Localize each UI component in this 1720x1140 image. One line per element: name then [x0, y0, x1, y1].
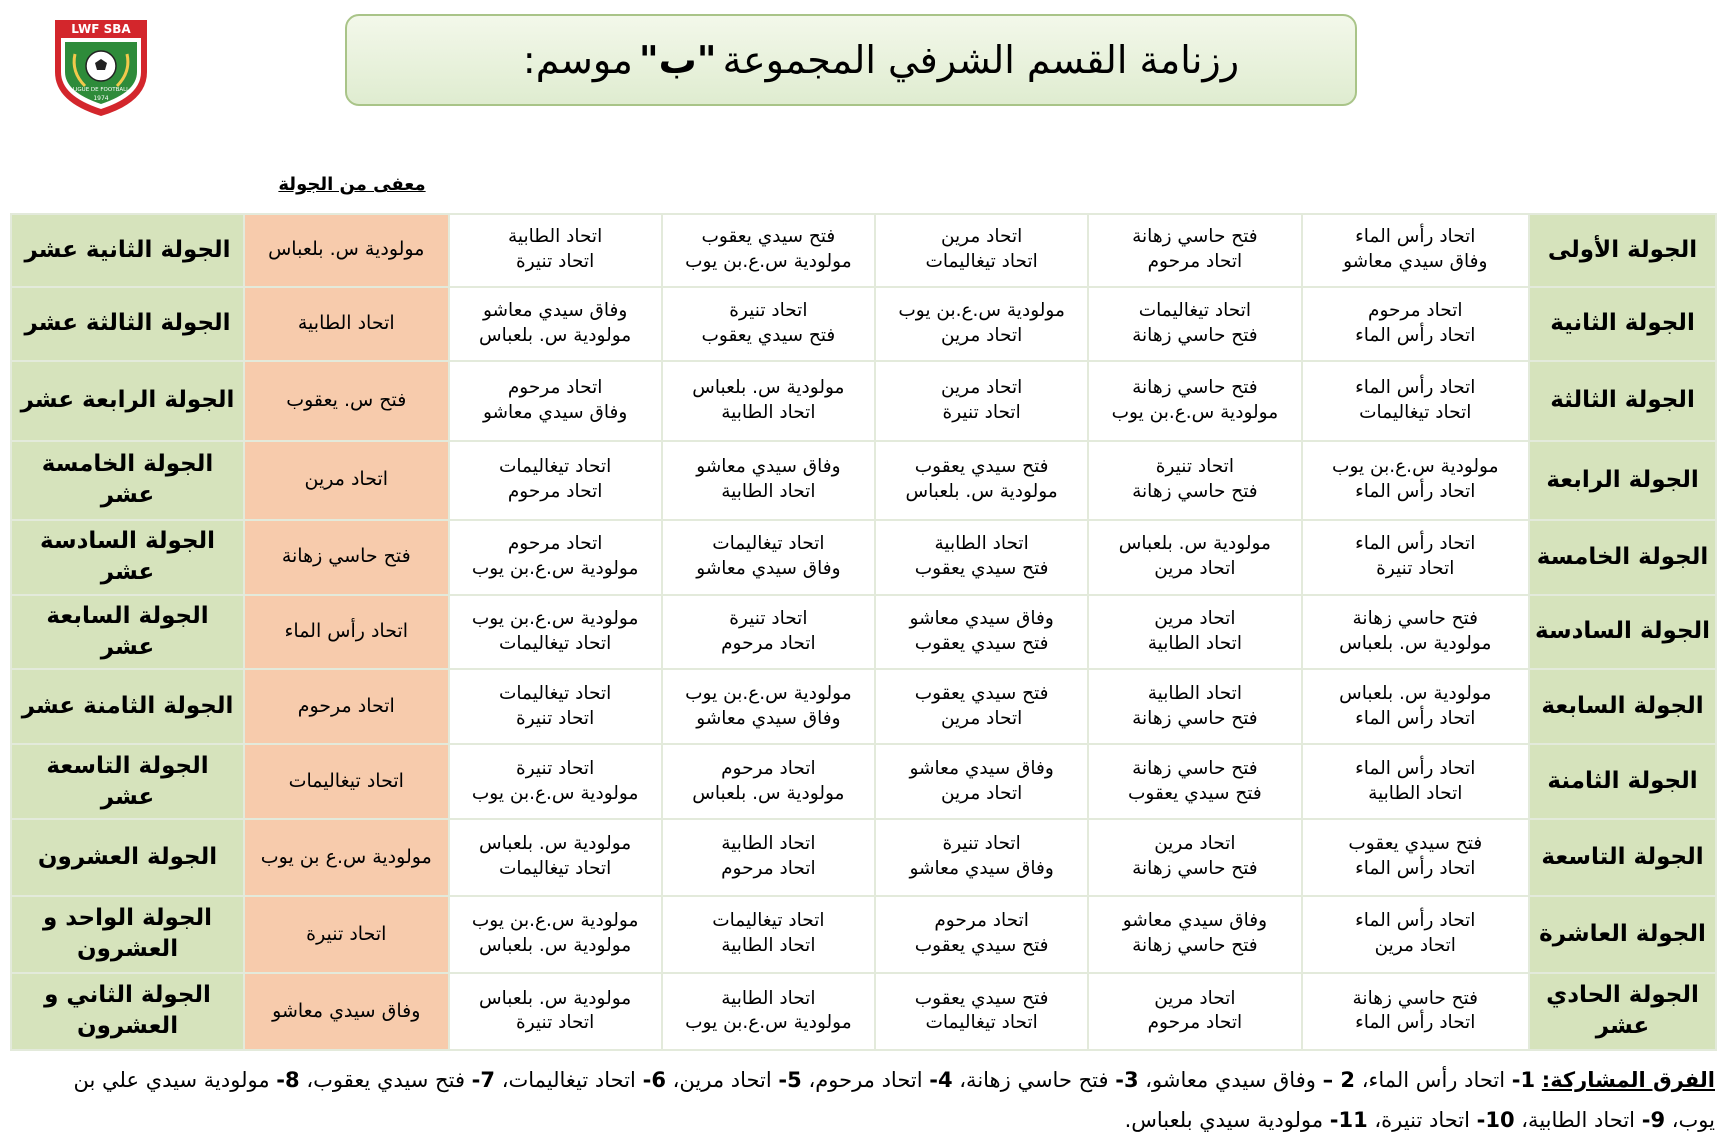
match-cell: [1302, 361, 1530, 440]
round-row: [11, 896, 1716, 973]
home-team: مولودية س.ع.بن يوب: [1332, 456, 1499, 478]
away-team: فتح سيدي يعقوب: [701, 324, 836, 346]
match-cell: [1302, 819, 1530, 896]
home-team: فتح سيدي يعقوب: [914, 987, 1049, 1009]
away-team: مولودية س. بلعباس: [479, 935, 632, 957]
home-team: اتحاد مرحوم: [507, 377, 603, 399]
title-season: موسم:: [522, 38, 633, 82]
home-team: اتحاد تيغاليمات: [712, 910, 825, 932]
away-team: وفاق سيدي معاشو: [1343, 251, 1488, 273]
home-team: اتحاد تيغاليمات: [712, 533, 825, 555]
home-team: اتحاد رأس الماء: [1355, 533, 1476, 555]
home-team: اتحاد رأس الماء: [1355, 910, 1476, 932]
away-team: فتح سيدي يعقوب: [914, 632, 1049, 654]
match-cell: [1088, 744, 1301, 819]
home-team: اتحاد رأس الماء: [1355, 226, 1476, 248]
team-number: 6-: [642, 1068, 666, 1092]
round-row: [11, 819, 1716, 896]
away-team: فتح حاسي زهانة: [1132, 324, 1258, 346]
away-team: اتحاد الطابية: [721, 401, 816, 423]
first-leg-round-label: الجولة الثالثة: [1529, 361, 1716, 440]
match-cell: [449, 744, 662, 819]
away-team: فتح حاسي زهانة: [1132, 858, 1258, 880]
match-cell: [662, 520, 875, 595]
away-team: اتحاد تيغاليمات: [1359, 401, 1472, 423]
match-cell: [662, 214, 875, 287]
match-cell: [449, 361, 662, 440]
match-cell: [1302, 973, 1530, 1050]
home-team: اتحاد مرحوم: [721, 757, 816, 779]
first-leg-round-label: الجولة السابعة: [1529, 669, 1716, 744]
second-leg-round-label: الجولة الخامسة عشر: [11, 441, 244, 520]
away-team: اتحاد مرحوم: [721, 858, 816, 880]
away-team: اتحاد تنيرة: [516, 1012, 595, 1034]
away-team: فتح حاسي زهانة: [1132, 481, 1258, 503]
away-team: فتح سيدي يعقوب: [914, 935, 1049, 957]
away-team: فتح سيدي يعقوب: [1127, 782, 1262, 804]
team-name: وفاق سيدي معاشو،: [1145, 1068, 1316, 1092]
home-team: فتح سيدي يعقوب: [701, 226, 836, 248]
home-team: اتحاد الطابية: [508, 226, 603, 248]
home-team: فتح حاسي زهانة: [1132, 377, 1258, 399]
match-cell: [662, 973, 875, 1050]
team-name: فتح سيدي يعقوب،: [306, 1068, 465, 1092]
home-team: اتحاد مرين: [940, 377, 1023, 399]
away-team: اتحاد رأس الماء: [1355, 1012, 1476, 1034]
home-team: اتحاد تيغاليمات: [499, 682, 612, 704]
home-team: اتحاد تنيرة: [516, 757, 595, 779]
match-cell: [449, 214, 662, 287]
match-cell: [449, 595, 662, 670]
away-team: اتحاد مرين: [940, 324, 1023, 346]
team-name: اتحاد رأس الماء،: [1361, 1068, 1506, 1092]
bye-team: اتحاد تنيرة: [244, 896, 448, 973]
home-team: مولودية س. بلعباس: [1339, 682, 1492, 704]
home-team: اتحاد الطابية: [721, 987, 816, 1009]
team-name: مولودية سيدي بلعباس.: [1124, 1108, 1324, 1132]
home-team: اتحاد تنيرة: [729, 300, 808, 322]
home-team: اتحاد رأس الماء: [1355, 377, 1476, 399]
away-team: اتحاد رأس الماء: [1355, 707, 1476, 729]
match-cell: [1088, 973, 1301, 1050]
second-leg-round-label: الجولة التاسعة عشر: [11, 744, 244, 819]
bye-team: اتحاد مرين: [244, 441, 448, 520]
home-team: اتحاد تنيرة: [1155, 456, 1234, 478]
away-team: اتحاد تيغاليمات: [499, 632, 612, 654]
match-cell: [1302, 896, 1530, 973]
match-cell: [875, 361, 1088, 440]
away-team: اتحاد مرحوم: [1147, 251, 1243, 273]
logo-bottom-text: LIGUE DE FOOTBALL: [72, 87, 130, 93]
match-cell: [449, 441, 662, 520]
team-number: 11-: [1329, 1108, 1368, 1132]
round-row: [11, 520, 1716, 595]
match-cell: [1302, 520, 1530, 595]
match-cell: [1302, 669, 1530, 744]
home-team: فتح حاسي زهانة: [1132, 757, 1258, 779]
bye-column-header: معفى من الجولة: [278, 174, 426, 195]
team-name: اتحاد تيغاليمات،: [501, 1068, 636, 1092]
schedule-table: [10, 213, 1717, 1051]
away-team: اتحاد مرين: [940, 782, 1023, 804]
participating-teams: [70, 1060, 1715, 1140]
first-leg-round-label: الجولة الرابعة: [1529, 441, 1716, 520]
home-team: فتح سيدي يعقوب: [914, 682, 1049, 704]
match-cell: [449, 896, 662, 973]
away-team: اتحاد تيغاليمات: [925, 1012, 1038, 1034]
away-team: مولودية س. بلعباس: [1339, 632, 1492, 654]
away-team: اتحاد الطابية: [1368, 782, 1463, 804]
match-cell: [875, 287, 1088, 362]
away-team: اتحاد مرين: [940, 707, 1023, 729]
home-team: اتحاد رأس الماء: [1355, 757, 1476, 779]
team-number: 9-: [1641, 1108, 1666, 1132]
first-leg-round-label: الجولة الخامسة: [1529, 520, 1716, 595]
home-team: وفاق سيدي معاشو: [909, 757, 1054, 779]
first-leg-round-label: الجولة الثامنة: [1529, 744, 1716, 819]
match-cell: [449, 819, 662, 896]
match-cell: [875, 595, 1088, 670]
match-cell: [662, 896, 875, 973]
home-team: وفاق سيدي معاشو: [696, 456, 841, 478]
home-team: اتحاد تيغاليمات: [1138, 300, 1251, 322]
second-leg-round-label: الجولة العشرون: [11, 819, 244, 896]
match-cell: [1088, 441, 1301, 520]
match-cell: [1088, 520, 1301, 595]
bye-team: اتحاد مرحوم: [244, 669, 448, 744]
second-leg-round-label: الجولة السادسة عشر: [11, 520, 244, 595]
round-row: [11, 361, 1716, 440]
match-cell: [662, 669, 875, 744]
team-name: مولودية سيدي علي بن يوب،: [73, 1068, 1715, 1132]
home-team: مولودية س. بلعباس: [479, 833, 632, 855]
match-cell: [1302, 287, 1530, 362]
home-team: اتحاد مرحوم: [1367, 300, 1463, 322]
first-leg-round-label: الجولة الأولى: [1529, 214, 1716, 287]
match-cell: [875, 669, 1088, 744]
away-team: مولودية س.ع.بن يوب: [471, 782, 639, 804]
match-cell: [875, 214, 1088, 287]
match-cell: [875, 744, 1088, 819]
title-banner: [345, 14, 1357, 106]
match-cell: [1302, 595, 1530, 670]
second-leg-round-label: الجولة السابعة عشر: [11, 595, 244, 670]
first-leg-round-label: الجولة التاسعة: [1529, 819, 1716, 896]
home-team: مولودية س.ع.بن يوب: [471, 607, 639, 629]
match-cell: [1088, 214, 1301, 287]
away-team: مولودية س.ع.بن يوب: [1111, 401, 1279, 423]
away-team: اتحاد تنيرة: [516, 707, 595, 729]
away-team: فتح حاسي زهانة: [1132, 707, 1258, 729]
home-team: اتحاد تيغاليمات: [499, 456, 612, 478]
team-name: اتحاد مرين،: [672, 1068, 772, 1092]
match-cell: [875, 441, 1088, 520]
home-team: اتحاد الطابية: [934, 533, 1029, 555]
team-number: 1-: [1511, 1068, 1536, 1092]
home-team: اتحاد مرحوم: [507, 533, 603, 555]
home-team: اتحاد الطابية: [721, 833, 816, 855]
away-team: اتحاد الطابية: [721, 935, 816, 957]
match-cell: [449, 520, 662, 595]
second-leg-round-label: الجولة الرابعة عشر: [11, 361, 244, 440]
home-team: اتحاد مرين: [940, 226, 1023, 248]
home-team: فتح سيدي يعقوب: [914, 456, 1049, 478]
away-team: وفاق سيدي معاشو: [482, 401, 628, 423]
away-team: اتحاد مرين: [1374, 935, 1456, 957]
away-team: اتحاد مرحوم: [1147, 1012, 1243, 1034]
match-cell: [1302, 441, 1530, 520]
match-cell: [1302, 214, 1530, 287]
home-team: مولودية س.ع.بن يوب: [685, 682, 852, 704]
teams-label: الفرق المشاركة:: [1541, 1068, 1715, 1092]
home-team: مولودية س. بلعباس: [692, 377, 845, 399]
team-number: 4-: [929, 1068, 953, 1092]
bye-team: مولودية س. بلعباس: [244, 214, 448, 287]
home-team: مولودية س. بلعباس: [1118, 533, 1271, 555]
away-team: اتحاد تيغاليمات: [925, 251, 1038, 273]
match-cell: [875, 819, 1088, 896]
round-row: [11, 287, 1716, 362]
away-team: اتحاد رأس الماء: [1355, 858, 1476, 880]
away-team: مولودية س.ع.بن يوب: [471, 558, 639, 580]
bye-team: وفاق سيدي معاشو: [244, 973, 448, 1050]
first-leg-round-label: الجولة العاشرة: [1529, 896, 1716, 973]
away-team: فتح سيدي يعقوب: [914, 558, 1049, 580]
bye-team: فتح حاسي زهانة: [244, 520, 448, 595]
away-team: مولودية س.ع.بن يوب: [685, 251, 852, 273]
match-cell: [1088, 595, 1301, 670]
round-row: [11, 214, 1716, 287]
home-team: اتحاد مرين: [1154, 607, 1236, 629]
away-team: فتح حاسي زهانة: [1132, 935, 1258, 957]
bye-team: فتح س. يعقوب: [244, 361, 448, 440]
team-number: 8-: [276, 1068, 300, 1092]
home-team: اتحاد مرين: [1154, 833, 1236, 855]
away-team: اتحاد تنيرة: [516, 251, 595, 273]
second-leg-round-label: الجولة الثامنة عشر: [11, 669, 244, 744]
away-team: اتحاد تنيرة: [1376, 558, 1455, 580]
match-cell: [1088, 819, 1301, 896]
logo-year: 1974: [93, 95, 109, 102]
away-team: مولودية س. بلعباس: [905, 481, 1058, 503]
round-row: [11, 595, 1716, 670]
away-team: اتحاد الطابية: [721, 481, 816, 503]
match-cell: [662, 744, 875, 819]
match-cell: [662, 819, 875, 896]
home-team: فتح حاسي زهانة: [1132, 226, 1258, 248]
team-name: اتحاد تنيرة،: [1374, 1108, 1470, 1132]
team-number: 7-: [471, 1068, 496, 1092]
round-row: [11, 744, 1716, 819]
first-leg-round-label: الجولة الثانية: [1529, 287, 1716, 362]
title-text: رزنامة القسم الشرفي المجموعة: [722, 38, 1240, 82]
league-logo: [47, 14, 155, 118]
away-team: وفاق سيدي معاشو: [696, 558, 841, 580]
team-name: فتح حاسي زهانة،: [959, 1068, 1109, 1092]
round-row: [11, 669, 1716, 744]
bye-team: اتحاد رأس الماء: [244, 595, 448, 670]
match-cell: [875, 520, 1088, 595]
away-team: اتحاد مرحوم: [721, 632, 816, 654]
away-team: اتحاد رأس الماء: [1355, 481, 1476, 503]
match-cell: [1088, 361, 1301, 440]
second-leg-round-label: الجولة الثالثة عشر: [11, 287, 244, 362]
away-team: مولودية س. بلعباس: [692, 782, 845, 804]
second-leg-round-label: الجولة الثانية عشر: [11, 214, 244, 287]
away-team: مولودية س. بلعباس: [479, 324, 632, 346]
home-team: اتحاد الطابية: [1147, 682, 1242, 704]
away-team: اتحاد تيغاليمات: [499, 858, 612, 880]
bye-team: مولودية س.ع بن يوب: [244, 819, 448, 896]
home-team: وفاق سيدي معاشو: [482, 300, 628, 322]
team-number: 10-: [1476, 1108, 1515, 1132]
home-team: اتحاد مرين: [1154, 987, 1236, 1009]
away-team: وفاق سيدي معاشو: [696, 707, 841, 729]
match-cell: [449, 287, 662, 362]
second-leg-round-label: الجولة الثاني و العشرون: [11, 973, 244, 1050]
home-team: وفاق سيدي معاشو: [1122, 910, 1268, 932]
team-name: اتحاد مرحوم،: [808, 1068, 923, 1092]
match-cell: [875, 896, 1088, 973]
match-cell: [662, 287, 875, 362]
first-leg-round-label: الجولة الحادي عشر: [1529, 973, 1716, 1050]
match-cell: [662, 361, 875, 440]
title-group: "ب": [638, 38, 717, 82]
away-team: اتحاد مرحوم: [507, 481, 603, 503]
home-team: فتح حاسي زهانة: [1352, 607, 1479, 629]
match-cell: [1088, 669, 1301, 744]
away-team: اتحاد مرين: [1154, 558, 1236, 580]
home-team: مولودية س.ع.بن يوب: [471, 910, 639, 932]
team-number: 2 –: [1322, 1068, 1356, 1092]
team-number: 5-: [778, 1068, 802, 1092]
match-cell: [662, 441, 875, 520]
away-team: اتحاد تنيرة: [942, 401, 1021, 423]
home-team: فتح حاسي زهانة: [1352, 987, 1479, 1009]
home-team: مولودية س. بلعباس: [479, 987, 632, 1009]
match-cell: [1302, 744, 1530, 819]
away-team: اتحاد رأس الماء: [1355, 324, 1476, 346]
home-team: اتحاد تنيرة: [942, 833, 1021, 855]
home-team: وفاق سيدي معاشو: [909, 607, 1054, 629]
match-cell: [875, 973, 1088, 1050]
home-team: مولودية س.ع.بن يوب: [898, 300, 1065, 322]
match-cell: [1088, 287, 1301, 362]
team-name: اتحاد الطابية،: [1521, 1108, 1636, 1132]
home-team: اتحاد مرحوم: [934, 910, 1029, 932]
match-cell: [1088, 896, 1301, 973]
round-row: [11, 441, 1716, 520]
second-leg-round-label: الجولة الواحد و العشرون: [11, 896, 244, 973]
logo-top-text: LWF SBA: [71, 22, 131, 36]
away-team: مولودية س.ع.بن يوب: [685, 1012, 852, 1034]
team-number: 3-: [1115, 1068, 1139, 1092]
first-leg-round-label: الجولة السادسة: [1529, 595, 1716, 670]
match-cell: [449, 669, 662, 744]
away-team: اتحاد الطابية: [1147, 632, 1242, 654]
home-team: اتحاد تنيرة: [729, 607, 808, 629]
home-team: فتح سيدي يعقوب: [1348, 833, 1483, 855]
bye-team: اتحاد الطابية: [244, 287, 448, 362]
team-list: [74, 1068, 1715, 1132]
bye-team: اتحاد تيغاليمات: [244, 744, 448, 819]
away-team: وفاق سيدي معاشو: [909, 858, 1054, 880]
round-row: [11, 973, 1716, 1050]
match-cell: [662, 595, 875, 670]
match-cell: [449, 973, 662, 1050]
